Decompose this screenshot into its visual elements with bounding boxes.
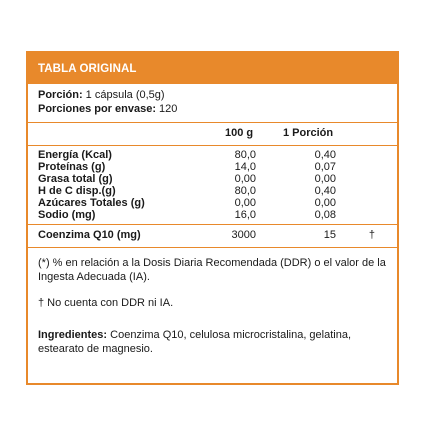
column-headers <box>28 123 397 145</box>
serving-size <box>38 88 387 102</box>
value-per-portion: 15 <box>323 229 336 241</box>
value-per-100g: 3000 <box>231 229 256 241</box>
ingredients-text: Coenzima Q10, celulosa microcristalina, gelatina, estearato de magnesio. <box>38 329 352 355</box>
value-per-portion: 0,40 <box>314 185 336 197</box>
value-per-100g: 80,0 <box>234 185 256 197</box>
value-per-portion: 0,08 <box>314 209 336 221</box>
nutrient-name: Sodio (mg) <box>38 209 96 221</box>
value-per-portion: 0,40 <box>314 149 336 161</box>
nutrient-name: Coenzima Q10 (mg) <box>38 229 141 241</box>
dagger-mark: † <box>368 229 375 241</box>
serving-value: 1 cápsula (0,5g) <box>82 89 165 101</box>
portion-info <box>28 84 397 122</box>
column-header-portion: 1 Porción <box>283 127 334 139</box>
table-row <box>28 209 397 221</box>
value-per-100g: 0,00 <box>234 197 256 209</box>
ingredients <box>38 328 387 356</box>
per-pack-value: 120 <box>156 103 178 115</box>
table-row <box>28 149 397 161</box>
table-row <box>28 173 397 185</box>
nutrient-name: H de C disp.(g) <box>38 185 116 197</box>
value-per-100g: 80,0 <box>234 149 256 161</box>
value-per-100g: 14,0 <box>234 161 256 173</box>
serving-label: Porción: <box>38 89 83 101</box>
ingredients-label: Ingredientes: <box>38 329 108 341</box>
nutrition-table <box>26 51 399 385</box>
value-per-portion: 0,00 <box>314 197 336 209</box>
value-per-100g: 16,0 <box>234 209 256 221</box>
value-per-portion: 0,00 <box>314 173 336 185</box>
nutrient-name: Energía (Kcal) <box>38 149 112 161</box>
value-per-portion: 0,07 <box>314 161 336 173</box>
column-header-100g: 100 g <box>225 127 254 139</box>
ddr-note: (*) % en relación a la Dosis Diaria Recomendada (DDR) o el valor de la Ingesta Adecuada (IA). <box>38 257 386 283</box>
table-header <box>28 53 397 84</box>
per-pack-label: Porciones por envase: <box>38 103 156 115</box>
value-per-100g: 0,00 <box>234 173 256 185</box>
table-row <box>28 161 397 173</box>
nutrient-rows <box>28 146 397 224</box>
nutrient-name: Grasa total (g) <box>38 173 113 185</box>
coenzyme-row <box>28 225 397 247</box>
dagger-note: † No cuenta con DDR ni IA. <box>38 297 174 309</box>
table-title: TABLA ORIGINAL <box>38 62 137 75</box>
footnotes <box>28 248 397 356</box>
nutrient-name: Proteínas (g) <box>38 161 106 173</box>
table-row <box>28 185 397 197</box>
servings-per-pack <box>38 102 387 116</box>
table-row <box>28 197 397 209</box>
nutrient-name: Azúcares Totales (g) <box>38 197 145 209</box>
